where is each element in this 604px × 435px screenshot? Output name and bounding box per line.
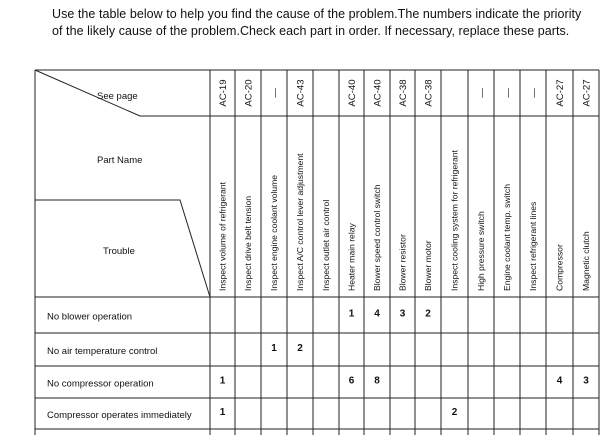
column-part-name: Inspect drive belt tension: [243, 195, 254, 291]
priority-value: 6: [348, 375, 355, 387]
column-page-ref: AC-40: [372, 79, 384, 107]
column-part-name: High pressure switch: [476, 211, 487, 291]
table-row: [47, 407, 458, 421]
priority-value: 2: [451, 407, 458, 418]
row-trouble-label: Compressor operates immediately: [47, 410, 192, 421]
column-part-name: Compressor: [554, 244, 565, 291]
priority-value: 1: [219, 407, 226, 418]
row-trouble-label: No compressor operation: [47, 378, 154, 390]
column-headers: [218, 79, 593, 291]
column-part-name: Inspect outlet air control: [321, 199, 332, 291]
instructions-line-2: of the likely cause of the problem.Check each part in order. If necessary, replace these parts.: [52, 24, 570, 38]
column-part-name: Blower motor: [423, 240, 434, 291]
table-row: [47, 376, 589, 390]
part-name-label: Part Name: [97, 155, 143, 166]
priority-value: 2: [297, 343, 303, 354]
row-trouble-label: No blower operation: [47, 311, 133, 323]
priority-value: 8: [374, 375, 380, 387]
column-part-name: Inspect cooling system for refrigerant: [449, 150, 460, 291]
column-part-name: Blower resistor: [397, 234, 408, 291]
priority-value: 1: [219, 375, 226, 387]
trouble-label: Trouble: [103, 246, 135, 257]
priority-value: 1: [348, 308, 355, 320]
column-page-ref: —: [476, 88, 488, 98]
column-part-name: Inspect engine coolant volume: [269, 174, 280, 291]
column-part-name: Inspect volume of refrigerant: [217, 182, 228, 291]
priority-value: 1: [271, 343, 277, 354]
priority-value: 2: [425, 308, 431, 320]
column-part-name: Blower speed control switch: [372, 184, 383, 291]
column-page-ref: —: [269, 88, 281, 98]
instructions-line-1: Use the table below to help you find the cause of the problem.The numbers indicate the priority: [52, 7, 582, 21]
table-body: [47, 309, 589, 422]
column-page-ref: AC-27: [554, 79, 566, 107]
column-page-ref: AC-38: [423, 79, 435, 107]
column-part-name: Inspect A/C control lever adjustment: [295, 153, 306, 291]
see-page-label: See page: [97, 91, 138, 102]
table-row: [47, 309, 431, 323]
table-row: [47, 343, 303, 357]
column-page-ref: AC-27: [581, 79, 593, 107]
priority-value: 4: [556, 375, 563, 387]
column-page-ref: —: [502, 88, 514, 98]
column-page-ref: AC-43: [295, 79, 307, 107]
priority-value: 4: [374, 308, 380, 320]
column-page-ref: AC-19: [217, 79, 229, 107]
priority-value: 3: [583, 375, 589, 387]
column-part-name: Magnetic clutch: [581, 231, 592, 291]
column-part-name: Inspect refrigerant lines: [528, 201, 539, 291]
column-page-ref: —: [528, 88, 540, 98]
priority-value: 3: [399, 308, 406, 320]
column-page-ref: AC-38: [397, 79, 409, 107]
column-part-name: Heater main relay: [346, 223, 357, 291]
column-page-ref: AC-20: [243, 79, 255, 107]
row-trouble-label: No air temperature control: [47, 346, 158, 357]
column-page-ref: AC-40: [346, 79, 358, 107]
column-part-name: Engine coolant temp. switch: [502, 183, 513, 291]
